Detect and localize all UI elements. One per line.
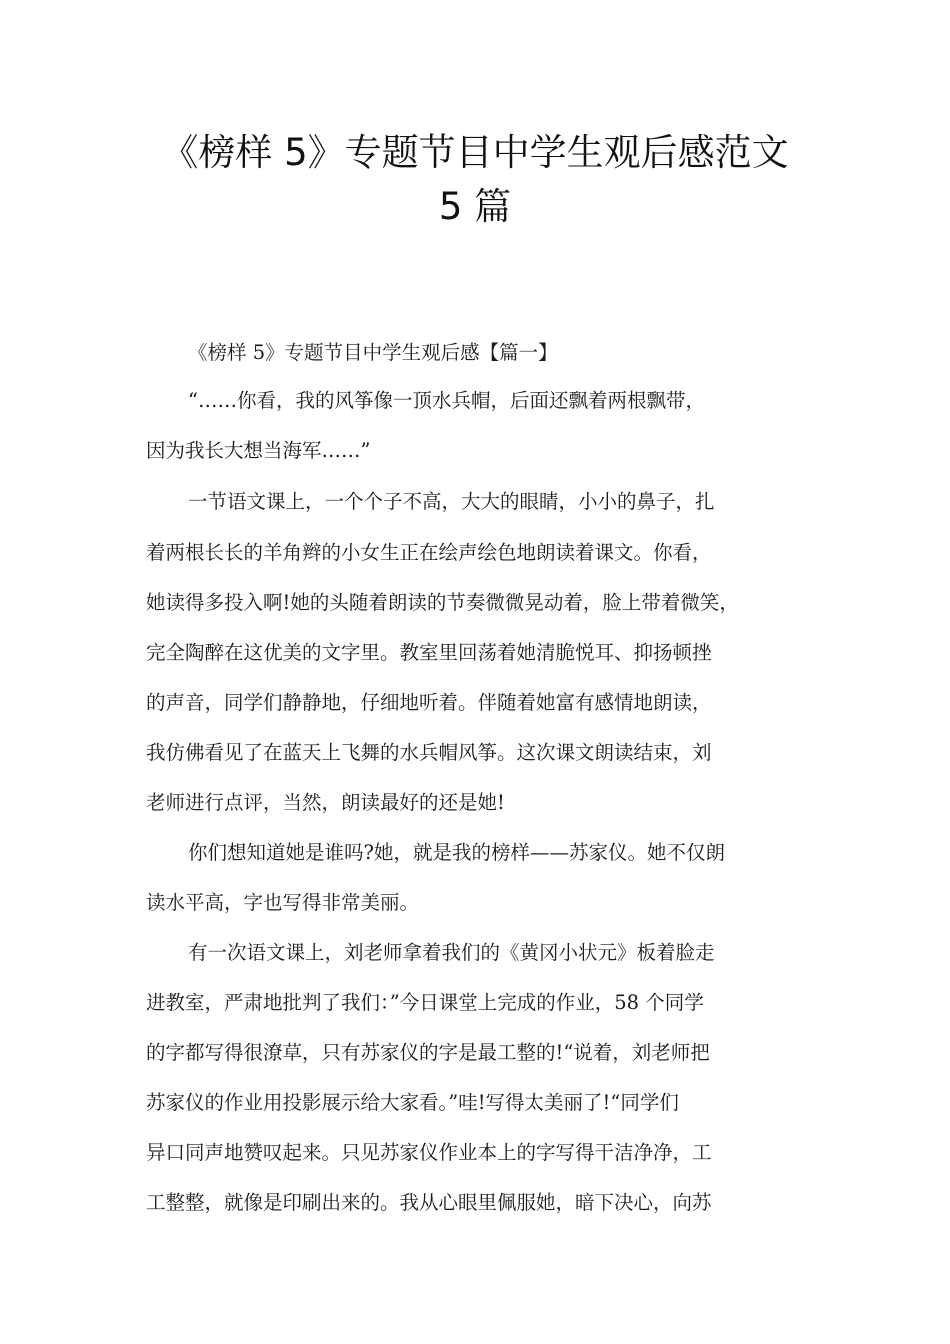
paragraph-line: 完全陶醉在这优美的文字里。教室里回荡着她清脆悦耳、抑扬顿挫	[146, 641, 712, 664]
paragraph-line: 读水平高，字也写得非常美丽。	[146, 891, 420, 914]
paragraph-line: 我仿佛看见了在蓝天上飞舞的水兵帽风筝。这次课文朗读结束，刘	[146, 741, 712, 764]
paragraph-line: 一节语文课上，一个个子不高，大大的眼睛，小小的鼻子，扎	[188, 490, 715, 513]
paragraph-line: 异口同声地赞叹起来。只见苏家仪作业本上的字写得干洁净净，工	[146, 1141, 712, 1164]
paragraph-line: 的字都写得很潦草，只有苏家仪的字是最工整的!“说着，刘老师把	[146, 1041, 710, 1064]
paragraph-line: 着两根长长的羊角辫的小女生正在绘声绘色地朗读着课文。你看，	[146, 541, 712, 564]
paragraph-line: 她读得多投入啊!她的头随着朗读的节奏微微晃动着，脸上带着微笑，	[146, 591, 739, 614]
document-title-line-1: 《榜样 5》专题节目中学生观后感范文	[161, 131, 789, 174]
paragraph-line: 因为我长大想当海军……”	[146, 439, 371, 462]
document-title-line-2: 5 篇	[438, 185, 512, 228]
paragraph-line: 苏家仪的作业用投影展示给大家看。”哇!写得太美丽了!“同学们	[146, 1091, 679, 1114]
paragraph-line: 进教室，严肃地批判了我们：”今日课堂上完成的作业，58 个同学	[146, 991, 704, 1014]
paragraph-line: 有一次语文课上，刘老师拿着我们的《黄冈小状元》板着脸走	[188, 941, 715, 964]
paragraph-line: 工整整，就像是印刷出来的。我从心眼里佩服她，暗下决心，向苏	[146, 1191, 712, 1214]
section-heading: 《榜样 5》专题节目中学生观后感【篇一】	[188, 341, 558, 364]
paragraph-line: 老师进行点评，当然，朗读最好的还是她!	[146, 791, 505, 814]
paragraph-line: “……你看，我的风筝像一顶水兵帽，后面还飘着两根飘带，	[188, 389, 705, 412]
paragraph-line: 的声音，同学们静静地，仔细地听着。伴随着她富有感情地朗读，	[146, 691, 712, 714]
paragraph-line: 你们想知道她是谁吗?她，就是我的榜样——苏家仪。她不仅朗	[188, 841, 725, 864]
